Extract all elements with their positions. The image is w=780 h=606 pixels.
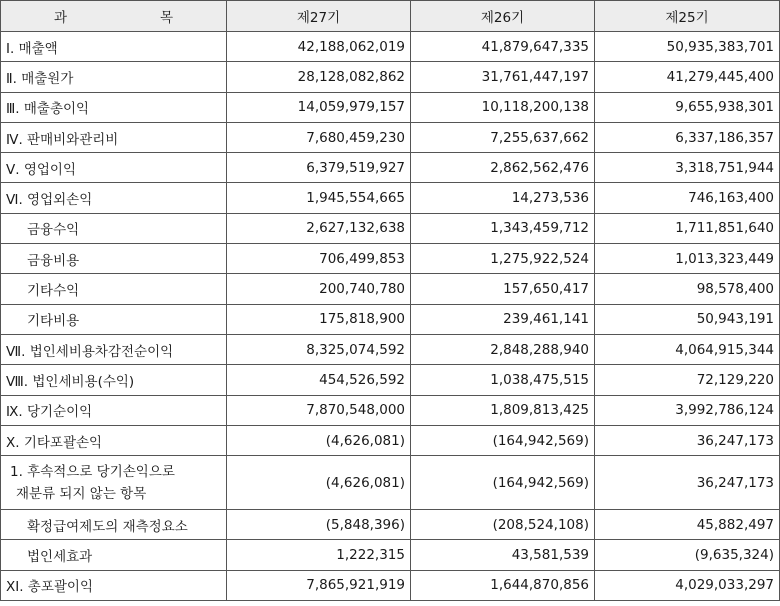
value-27: 6,379,519,927	[227, 153, 411, 183]
value-27: (4,626,081)	[227, 456, 411, 510]
value-27: 7,870,548,000	[227, 395, 411, 425]
row-label: Ⅶ. 법인세비용차감전순이익	[1, 334, 227, 364]
value-25: 746,163,400	[595, 183, 780, 213]
row-label: Ⅵ. 영업외손익	[1, 183, 227, 213]
value-27: 1,945,554,665	[227, 183, 411, 213]
row-label: 기타수익	[1, 274, 227, 304]
value-26: 41,879,647,335	[411, 32, 595, 62]
value-25: 3,992,786,124	[595, 395, 780, 425]
row-label: Ⅸ. 당기순이익	[1, 395, 227, 425]
value-25: 4,029,033,297	[595, 570, 780, 600]
row-tax-effect	[1, 540, 780, 570]
value-25: 72,129,220	[595, 365, 780, 395]
row-label: 기타비용	[1, 304, 227, 334]
value-26: 1,644,870,856	[411, 570, 595, 600]
value-26: 2,862,562,476	[411, 153, 595, 183]
value-26: 31,761,447,197	[411, 62, 595, 92]
row-income-tax	[1, 365, 780, 395]
row-label: Ⅷ. 법인세비용(수익)	[1, 365, 227, 395]
value-26: 10,118,200,138	[411, 92, 595, 122]
row-label	[1, 456, 227, 510]
row-label: Ⅰ. 매출액	[1, 32, 227, 62]
value-27: (5,848,396)	[227, 510, 411, 540]
value-26: 1,275,922,524	[411, 244, 595, 274]
value-26: 157,650,417	[411, 274, 595, 304]
value-27: 175,818,900	[227, 304, 411, 334]
row-non-operating	[1, 183, 780, 213]
value-25: 1,711,851,640	[595, 213, 780, 243]
row-label: 확정급여제도의 재측정요소	[1, 510, 227, 540]
row-total-comprehensive	[1, 570, 780, 600]
value-27: 14,059,979,157	[227, 92, 411, 122]
value-27: 8,325,074,592	[227, 334, 411, 364]
row-label-line1: 1. 후속적으로 당기손익으로	[10, 463, 175, 480]
row-operating-income	[1, 153, 780, 183]
value-26: (164,942,569)	[411, 425, 595, 455]
subject-column-header	[1, 1, 227, 32]
value-27: 28,128,082,862	[227, 62, 411, 92]
value-27: 200,740,780	[227, 274, 411, 304]
row-label: 법인세효과	[1, 540, 227, 570]
value-25: 36,247,173	[595, 456, 780, 510]
value-25: 1,013,323,449	[595, 244, 780, 274]
value-25: 50,943,191	[595, 304, 780, 334]
row-not-reclassified	[1, 456, 780, 510]
subject-header-left: 과	[54, 10, 68, 26]
value-26: 239,461,141	[411, 304, 595, 334]
period-25-header: 제25기	[595, 1, 780, 32]
row-label-line2: 재분류 되지 않는 항목	[16, 485, 147, 502]
value-25: 6,337,186,357	[595, 122, 780, 152]
value-25: 9,655,938,301	[595, 92, 780, 122]
value-25: 98,578,400	[595, 274, 780, 304]
subject-header-right: 목	[159, 10, 173, 26]
row-label: 금융비용	[1, 244, 227, 274]
value-25: 45,882,497	[595, 510, 780, 540]
value-26: 1,038,475,515	[411, 365, 595, 395]
header-row	[1, 1, 780, 32]
value-26: 2,848,288,940	[411, 334, 595, 364]
row-net-income	[1, 395, 780, 425]
row-revenue	[1, 32, 780, 62]
value-27: 2,627,132,638	[227, 213, 411, 243]
row-finance-cost	[1, 244, 780, 274]
row-label: XI. 총포괄이익	[1, 570, 227, 600]
value-26: 7,255,637,662	[411, 122, 595, 152]
row-gross-profit	[1, 92, 780, 122]
value-27: 706,499,853	[227, 244, 411, 274]
value-26: 14,273,536	[411, 183, 595, 213]
value-27: 1,222,315	[227, 540, 411, 570]
value-27: (4,626,081)	[227, 425, 411, 455]
row-remeasurement	[1, 510, 780, 540]
row-other-expenses	[1, 304, 780, 334]
value-25: 3,318,751,944	[595, 153, 780, 183]
value-27: 42,188,062,019	[227, 32, 411, 62]
period-26-header: 제26기	[411, 1, 595, 32]
value-25: (9,635,324)	[595, 540, 780, 570]
value-26: (208,524,108)	[411, 510, 595, 540]
value-26: 43,581,539	[411, 540, 595, 570]
value-27: 454,526,592	[227, 365, 411, 395]
value-26: 1,809,813,425	[411, 395, 595, 425]
value-26: 1,343,459,712	[411, 213, 595, 243]
value-25: 4,064,915,344	[595, 334, 780, 364]
row-pretax-income	[1, 334, 780, 364]
row-label: Ⅳ. 판매비와관리비	[1, 122, 227, 152]
value-27: 7,865,921,919	[227, 570, 411, 600]
value-27: 7,680,459,230	[227, 122, 411, 152]
row-label: Ⅴ. 영업이익	[1, 153, 227, 183]
value-25: 50,935,383,701	[595, 32, 780, 62]
row-label: Ⅱ. 매출원가	[1, 62, 227, 92]
row-other-comprehensive	[1, 425, 780, 455]
row-other-income	[1, 274, 780, 304]
row-label: Ⅹ. 기타포괄손익	[1, 425, 227, 455]
value-26: (164,942,569)	[411, 456, 595, 510]
value-25: 41,279,445,400	[595, 62, 780, 92]
row-sga-expenses	[1, 122, 780, 152]
row-label: 금융수익	[1, 213, 227, 243]
row-cost-of-sales	[1, 62, 780, 92]
row-finance-income	[1, 213, 780, 243]
period-27-header: 제27기	[227, 1, 411, 32]
row-label: Ⅲ. 매출총이익	[1, 92, 227, 122]
value-25: 36,247,173	[595, 425, 780, 455]
